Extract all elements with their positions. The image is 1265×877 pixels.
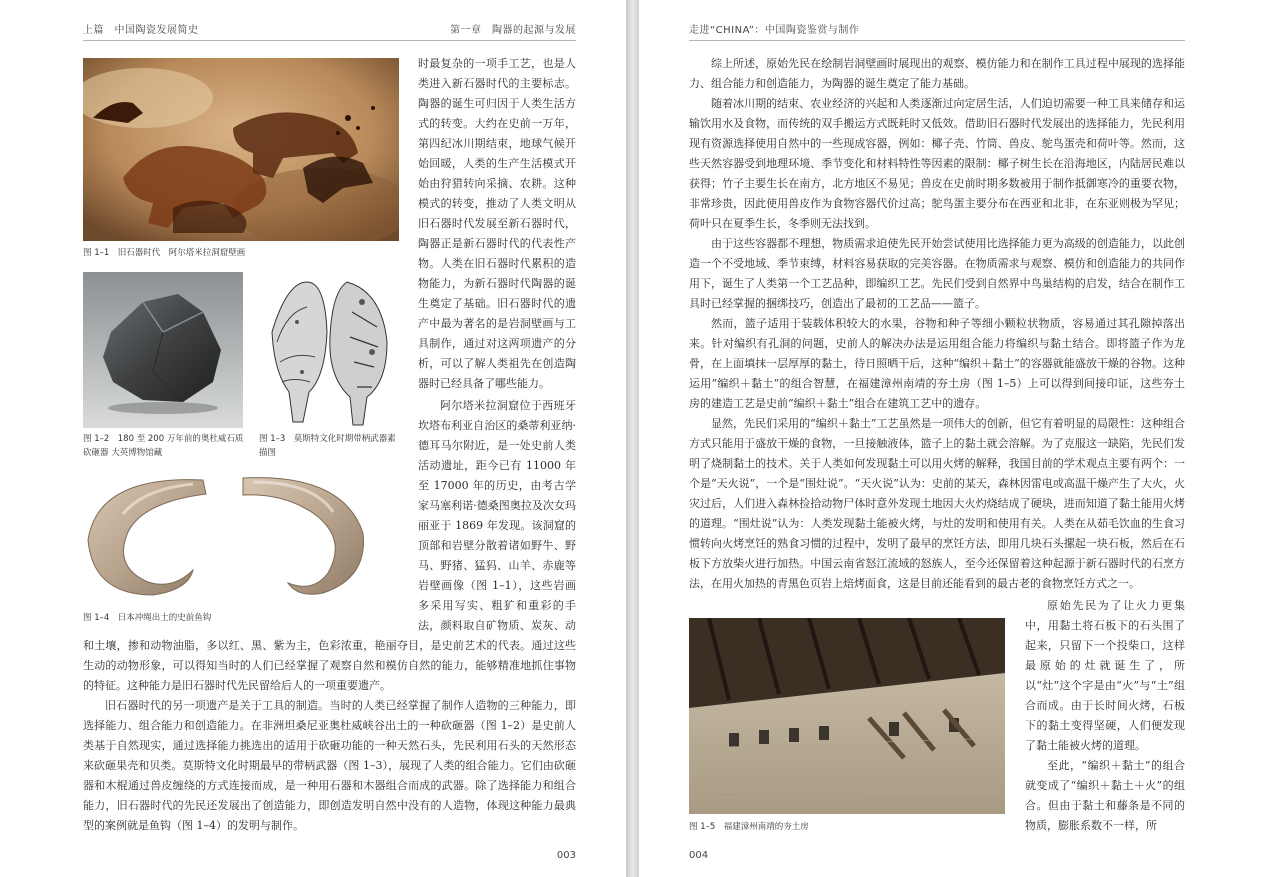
paragraph: 阿尔塔米拉洞窟位于西班牙坎塔布利亚自治区的桑蒂利亚纳·德耳马尔附近，是一处史前人类活动遗址，距今已有 11000 年至 17000 年的历史，由考古学家马塞利诺·德桑图奥拉及次女玛丽亚于 1869 年发现。该洞窟的顶部和岩壁分散着诸如野牛、野马、野猪、猛犸、山羊、赤鹿等岩壁画像（图 1–1），这些岩画多采用写实、粗犷和重彩的手法，颜料取自矿物质、炭灰、动 <box>418 399 576 632</box>
paragraph: 时最复杂的一项手工艺，也是人类进入新石器时代的主要标志。陶器的诞生可归因于人类生活方式的转变。大约在史前一万年，第四纪冰川期结束，地球气候开始回暖，人类的生产生活模式开始由狩猎转向采摘、农耕。这种模式的转变，推动了人类文明从旧石器时代发展至新石器时代，陶器正是新石器时代的代表性产物。人类在旧石器时代累积的造物能力，为新石器时代陶器的诞生奠定了基础。旧石器时代的遗产中最为著名的是岩洞壁画与工具制作，通过对这两项遗产的分析，可以了解人类祖先在创造陶器时已经具备了哪些能力。 <box>418 57 576 390</box>
right-page <box>639 0 1265 877</box>
header-rule <box>83 40 576 41</box>
body-text-full <box>83 636 576 841</box>
paragraph: 综上所述，原始先民在绘制岩洞壁画时展现出的观察、模仿能力和在制作工具过程中展现的选择能力、组合能力和创造能力，为陶器的诞生奠定了能力基础。 <box>689 57 1185 90</box>
running-header-book-title: 走进“CHINA”：中国陶瓷鉴赏与制作 <box>689 25 860 36</box>
caption-figure-1-1: 图 1–1 旧石器时代 阿尔塔米拉洞窟壁画 <box>83 248 246 258</box>
paragraph: 显然，先民们采用的“编织＋黏土”工艺虽然是一项伟大的创新，但它有着明显的局限性：这种组合方式只能用于盛放干燥的食物，一旦接触液体，篮子上的黏土就会溶解。为了克服这一缺陷，先民们发明了烧制黏土的技术。关于人类如何发现黏土可以用火烤的解释，我国目前的学术观点主要有两个：一个是“天火说”，一个是“围灶说”。“天火说”认为：史前的某天，森林因雷电或高温干燥产生了大火，火灾过后，人们进入森林捡拾动物尸体时意外发现土地因大火灼烧结成了硬块，进而知道了黏土能用火烤的道理。“围灶说”认为：人类发现黏土能被火烤，与灶的发明和使用有关。人类在从茹毛饮血的生食习惯转向火烤烹饪的熟食习惯的过程中，发明了最早的烹饪方法，即用几块石头摞起一块石板，然后在石板下方放柴火进行加热。中国云南省怒江流域的怒族人，至今还保留着这种起源于新石器时代的石烹方法，在用火加热的青黑色页岩上焙烤面食，这是目前还能看到的最古老的食物烹饪方式之一。 <box>689 417 1185 590</box>
header-rule <box>689 40 1185 41</box>
figure-1-4-fish-hooks <box>83 470 399 605</box>
paragraph: 然而，篮子适用于装载体积较大的水果，谷物和种子等细小颗粒状物质，容易通过其孔隙掉落出来。针对编织有孔洞的问题，史前人的解决办法是运用组合能力将编织与黏土结合。即将篮子作为龙骨，在上面填抹一层厚厚的黏土，待日照晒干后，这种“编织＋黏土”的容器就能盛放干燥的谷物。这种运用“编织＋黏土”的组合智慧，在福建漳州南靖的夯土房（图 1–5）上可以得到间接印证，这些夯土房的建造工艺是史前“编织＋黏土”组合在建筑工艺中的遗存。 <box>689 317 1185 410</box>
running-header-chapter: 第一章 陶器的起源与发展 <box>450 25 576 36</box>
running-header-left: 上篇 中国陶瓷发展简史 <box>83 25 199 36</box>
figure-1-5-rammed-earth-house <box>689 618 1005 814</box>
paragraph: 随着冰川期的结束、农业经济的兴起和人类逐渐过向定居生活，人们迫切需要一种工具来储存和运输饮用水及食物，而传统的双手搬运方式既耗时又低效。借助旧石器时代发展出的选择能力，先民利用现有资源选择使用自然中的一些现成容器，例如：椰子壳、竹筒、兽皮、鸵鸟蛋壳和荷叶等。然而，这些天然容器受到地理环境、季节变化和材料特性等因素的限制：椰子树生长在沿海地区，内陆居民难以获得；竹子主要生长在南方，北方地区不易见；兽皮在史前时期多数被用于制作抵御寒冷的重要衣物，非常珍贵，因此使用兽皮作为食物容器代价过高；鸵鸟蛋主要分布在西亚和北非，在东亚则极为罕见；荷叶只在夏季生长，冬季则无法找到。 <box>689 97 1185 230</box>
body-text-column-bottom <box>418 396 576 636</box>
caption-figure-1-3: 图 1–3 莫斯特文化时期带柄武器素描图 <box>259 434 396 458</box>
figure-1-2-stone-chopper <box>83 272 243 428</box>
body-text-column-bottom <box>1025 756 1185 838</box>
figure-1-3-hafted-weapon-sketch <box>262 272 400 428</box>
figure-1-1-cave-painting <box>83 58 399 241</box>
body-text-column-top <box>418 54 576 394</box>
page-number-right: 004 <box>689 850 709 861</box>
caption-figure-1-5: 图 1–5 福建漳州南靖的夯土房 <box>689 822 809 832</box>
caption-figure-1-4: 图 1–4 日本冲绳出土的史前鱼钩 <box>83 613 212 623</box>
paragraph: 和土壤，掺和动物油脂，多以红、黑、紫为主，色彩浓重，艳丽夺目，是史前艺术的代表。通过这些生动的动物形象，可以得知当时的人们已经掌握了观察自然和模仿自然的能力，能够精准地抓住事物的特征。这种能力是旧石器时代先民留给后人的一项重要遗产。 <box>83 639 576 692</box>
paragraph: 旧石器时代的另一项遗产是关于工具的制造。当时的人类已经掌握了制作人造物的三种能力，即选择能力、组合能力和创造能力。在非洲坦桑尼亚奥杜威峡谷出土的一种砍砸器（图 1–2）是史前人类基于自然现实，通过选择能力挑选出的适用于砍砸功能的一种天然石头，先民利用石头的天然形态来砍砸果壳和贝类。莫斯特文化时期最早的带柄武器（图 1–3），展现了人类的组合能力。它们由砍砸器和木棍通过兽皮缠绕的方式连接而成，是一种用石器和木器组合而成的武器。除了选择能力和组合能力，旧石器时代的先民还发展出了创造能力，即创造发明自然中没有的人造物，体现这种能力最典型的案例就是鱼钩（图 1–4）的发明与制作。 <box>83 699 576 832</box>
left-page <box>0 0 626 877</box>
body-text-column-top <box>1025 596 1185 756</box>
paragraph: 至此，“编织＋黏土”的组合就变成了“编织＋黏土＋火”的组合。但由于黏土和藤条是不同的物质，膨胀系数不一样，所 <box>1025 759 1185 832</box>
book-gutter <box>626 0 639 877</box>
body-text-main <box>689 54 1185 598</box>
paragraph: 由于这些容器都不理想，物质需求迫使先民开始尝试使用比选择能力更为高级的创造能力，以此创造一个不受地域、季节束缚，材料容易获取的完美容器。在物质需求与观察、模仿和创造能力的共同作用下，诞生了人类第一个工艺品种，即编织工艺。先民们受到自然界中鸟巢结构的启发，结合在制作工具时已经掌握的捆绑技巧，创造出了最初的工艺品——篮子。 <box>689 237 1185 310</box>
paragraph: 原始先民为了让火力更集中，用黏土将石板下的石头围了起来，只留下一个投柴口，这样最原始的灶就诞生了，所以“灶”这个字是由“火”与“土”组合而成。由于长时间火烤，石板下的黏土变得坚硬，人们便发现了黏土能被火烤的道理。 <box>1025 599 1185 752</box>
page-number-left: 003 <box>556 850 576 861</box>
caption-figure-1-2: 图 1–2 180 至 200 万年前的奥杜威石质砍砸器 大英博物馆藏 <box>83 434 244 458</box>
